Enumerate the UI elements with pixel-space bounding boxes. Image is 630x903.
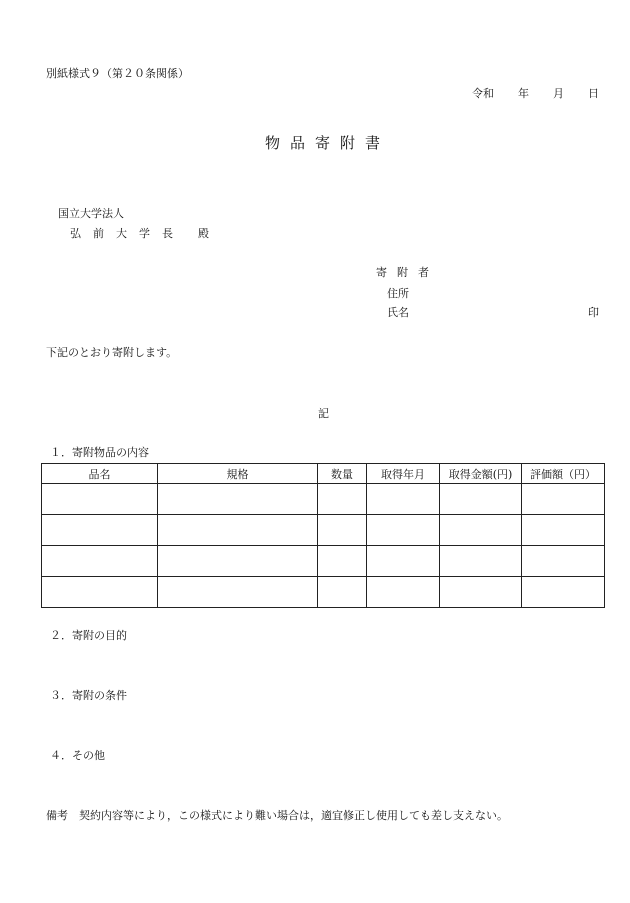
header-acquired-date: 取得年月 <box>367 464 440 484</box>
section-1-heading: １．寄附物品の内容 <box>50 446 149 459</box>
items-table <box>41 463 605 608</box>
table-cell[interactable] <box>440 515 522 546</box>
document-title: 物品寄附書 <box>265 134 391 152</box>
table-header-row <box>42 464 605 484</box>
table-cell[interactable] <box>440 577 522 608</box>
seal-mark: 印 <box>588 306 599 319</box>
date-era: 令和 <box>472 87 494 100</box>
table-cell[interactable] <box>42 515 158 546</box>
table-cell[interactable] <box>367 577 440 608</box>
addressee-name: 弘前大学長 <box>70 227 185 240</box>
form-reference: 別紙様式９（第２０条関係） <box>46 67 189 80</box>
section-4-heading: ４．その他 <box>50 749 105 762</box>
table-cell[interactable] <box>440 484 522 515</box>
table-row <box>42 484 605 515</box>
header-appraised-value: 評価額（円） <box>522 464 605 484</box>
date-year: 年 <box>518 87 529 100</box>
section-3-heading: ３．寄附の条件 <box>50 689 127 702</box>
table-cell[interactable] <box>522 577 605 608</box>
table-cell[interactable] <box>367 484 440 515</box>
date-month: 月 <box>553 87 564 100</box>
table-cell[interactable] <box>522 515 605 546</box>
table-cell[interactable] <box>42 577 158 608</box>
table-cell[interactable] <box>522 546 605 577</box>
intro-text: 下記のとおり寄附します。 <box>46 346 178 359</box>
header-quantity: 数量 <box>318 464 367 484</box>
table-cell[interactable] <box>318 515 367 546</box>
section-2-heading: ２．寄附の目的 <box>50 629 127 642</box>
table-row <box>42 515 605 546</box>
donor-label: 寄附者 <box>376 266 439 279</box>
header-item-name: 品名 <box>42 464 158 484</box>
table-cell[interactable] <box>158 577 318 608</box>
table-row <box>42 546 605 577</box>
table-cell[interactable] <box>318 546 367 577</box>
table-cell[interactable] <box>318 577 367 608</box>
table-cell[interactable] <box>522 484 605 515</box>
remarks-note: 備考 契約内容等により，この様式により難い場合は，適宜修正し使用しても差し支えない。 <box>46 809 508 822</box>
table-cell[interactable] <box>367 515 440 546</box>
table-cell[interactable] <box>42 546 158 577</box>
donor-name-label: 氏名 <box>387 306 409 319</box>
header-spec: 規格 <box>158 464 318 484</box>
table-cell[interactable] <box>367 546 440 577</box>
ki-heading: 記 <box>318 407 329 420</box>
table-cell[interactable] <box>440 546 522 577</box>
table-row <box>42 577 605 608</box>
date-day: 日 <box>588 87 599 100</box>
addressee-honorific: 殿 <box>198 227 209 240</box>
table-cell[interactable] <box>42 484 158 515</box>
donor-address-label: 住所 <box>387 287 409 300</box>
table-cell[interactable] <box>158 546 318 577</box>
table-cell[interactable] <box>318 484 367 515</box>
addressee-org: 国立大学法人 <box>58 207 124 220</box>
table-cell[interactable] <box>158 515 318 546</box>
header-acquired-amount: 取得金額(円) <box>440 464 522 484</box>
table-cell[interactable] <box>158 484 318 515</box>
